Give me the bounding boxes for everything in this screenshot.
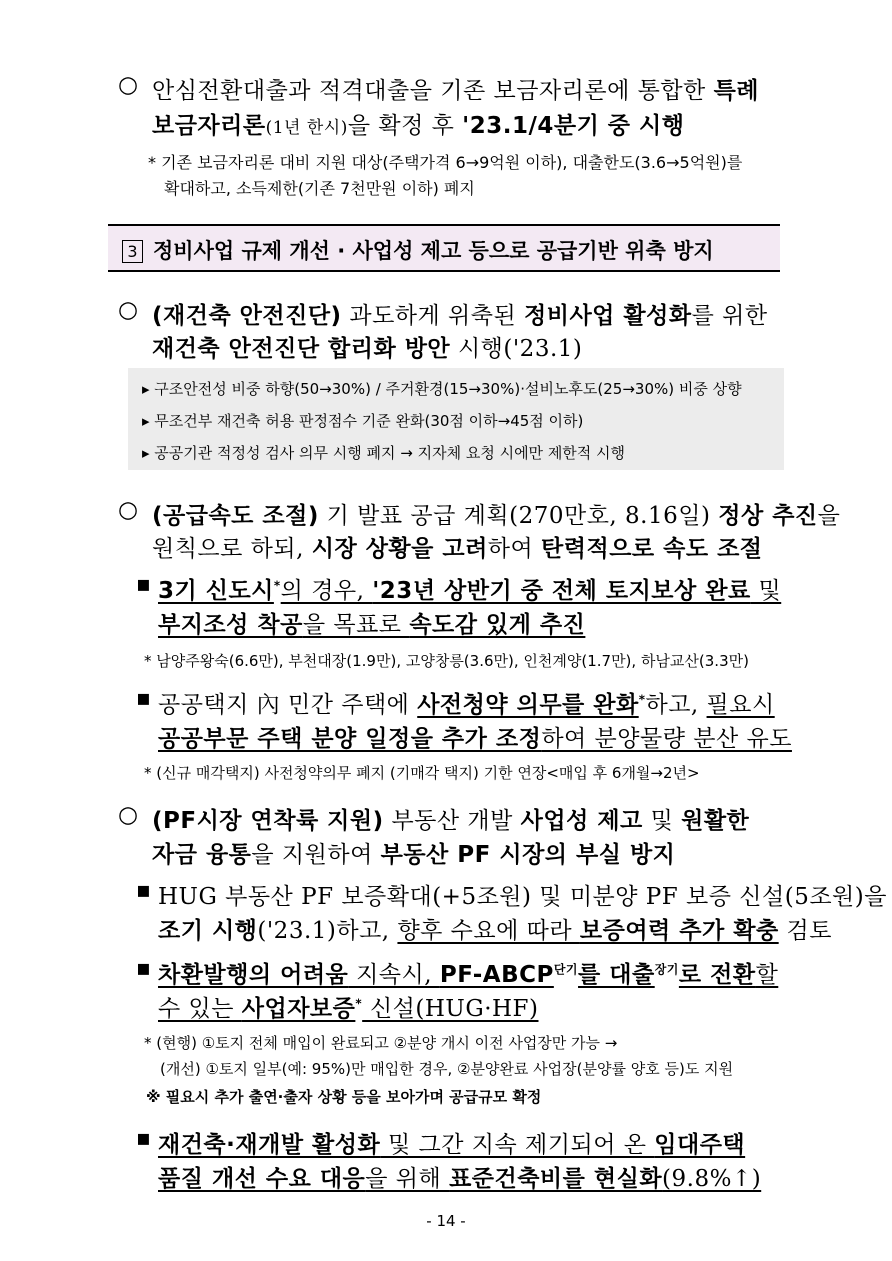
block1-note-line1: * 기존 보금자리론 대비 지원 대상(주택가격 6→9억원 이하), 대출한도(3.6→5억원)를 [148,153,743,172]
block4-sub1-line2: 조기 시행('23.1)하고, 향후 수요에 따라 보증여력 추가 확충 검토 [158,918,832,944]
block1-note-line2: 확대하고, 소득제한(기존 7천만원 이하) 폐지 [164,179,475,198]
block4-note-line2: (개선) ①토지 일부(예: 95%)만 매입한 경우, ②분양완료 사업장(분양률 양호 등)도 지원 [160,1060,734,1078]
section-header [108,224,780,272]
block3-sub1-line2: 부지조성 착공을 목표로 속도감 있게 추진 [158,612,586,638]
block3-sub1-marker: ▪ [136,572,151,597]
block3-sub2-marker: ▪ [136,686,151,711]
block3-marker: ○ [118,497,139,523]
block1-marker: ○ [118,72,139,98]
block3-line2: 원칙으로 하되, 시장 상황을 고려하여 탄력적으로 속도 조절 [152,536,763,562]
page-number: - 14 - [426,1212,466,1230]
block3-sub1-line1: 3기 신도시*의 경우, '23년 상반기 중 전체 토지보상 완료 및 [158,578,782,604]
section-title: 정비사업 규제 개선 · 사업성 제고 등으로 공급기반 위축 방지 [153,239,714,263]
block3-sub1-note: * 남양주왕숙(6.6만), 부천대장(1.9만), 고양창릉(3.6만), 인천계양(1.7만), 하남교산(3.3만) [144,652,749,670]
block3-sub2-line1: 공공택지 內 민간 주택에 사전청약 의무를 완화*하고, 필요시 [158,692,775,718]
block1-line1: 안심전환대출과 적격대출을 기존 보금자리론에 통합한 특례 [152,78,760,104]
block3-sub2-note: * (신규 매각택지) 사전청약의무 폐지 (기매각 택지) 기한 연장<매입 후 6개월→2년> [144,764,700,782]
block4-note-line1: * (현행) ①토지 전체 매입이 완료되고 ②분양 개시 이전 사업장만 가능 → [144,1034,618,1052]
block4-sub1-line1: HUG 부동산 PF 보증확대(+5조원) 및 미분양 PF 보증 신설(5조원)을 [158,884,887,910]
block4-sub3-line1: 재건축·재개발 활성화 및 그간 지속 제기되어 온 임대주택 [158,1132,746,1158]
block4-line2: 자금 융통을 지원하여 부동산 PF 시장의 부실 방지 [152,842,676,868]
block4-sub2-marker: ▪ [136,956,151,981]
block3-sub2-line2: 공공부문 주택 분양 일정을 추가 조정하여 분양물량 분산 유도 [158,726,792,752]
block2-line1: (재건축 안전진단) 과도하게 위축된 정비사업 활성화를 위한 [152,303,768,329]
detail-box-item: ▸ 공공기관 적정성 검사 의무 시행 폐지 → 지자체 요청 시에만 제한적 시행 [142,444,626,462]
detail-box-item: ▸ 무조건부 재건축 허용 판정점수 기준 완화(30점 이하→45점 이하) [142,412,584,430]
block3-line1: (공급속도 조절) 기 발표 공급 계획(270만호, 8.16일) 정상 추진을 [152,503,841,529]
block4-sub3-line2: 품질 개선 수요 대응을 위해 표준건축비를 현실화(9.8%↑) [158,1166,762,1192]
block4-remark: ※ 필요시 추가 출연·출자 상황 등을 보아가며 공급규모 확정 [146,1088,542,1106]
block2-line2: 재건축 안전진단 합리화 방안 시행('23.1) [152,336,583,362]
section-number: 3 [122,240,143,263]
block2-marker: ○ [118,297,139,323]
block4-marker: ○ [118,802,139,828]
detail-box [128,368,784,470]
detail-box-item: ▸ 구조안전성 비중 하향(50→30%) / 주거환경(15→30%)·설비노후도(25→30%) 비중 상향 [142,380,742,398]
block1-line2: 보금자리론(1년 한시)을 확정 후 '23.1/4분기 중 시행 [152,113,685,139]
block4-line1: (PF시장 연착륙 지원) 부동산 개발 사업성 제고 및 원활한 [152,808,750,834]
block4-sub2-line1: 차환발행의 어려움 지속시, $PF-ABCP^{단기}$를 대출$^{장기}$로 전환할 [158,962,779,988]
block4-sub1-marker: ▪ [136,878,151,903]
block4-sub3-marker: ▪ [136,1126,151,1151]
block4-sub2-line2: 수 있는 사업자보증* 신설(HUG·HF) [158,996,539,1022]
